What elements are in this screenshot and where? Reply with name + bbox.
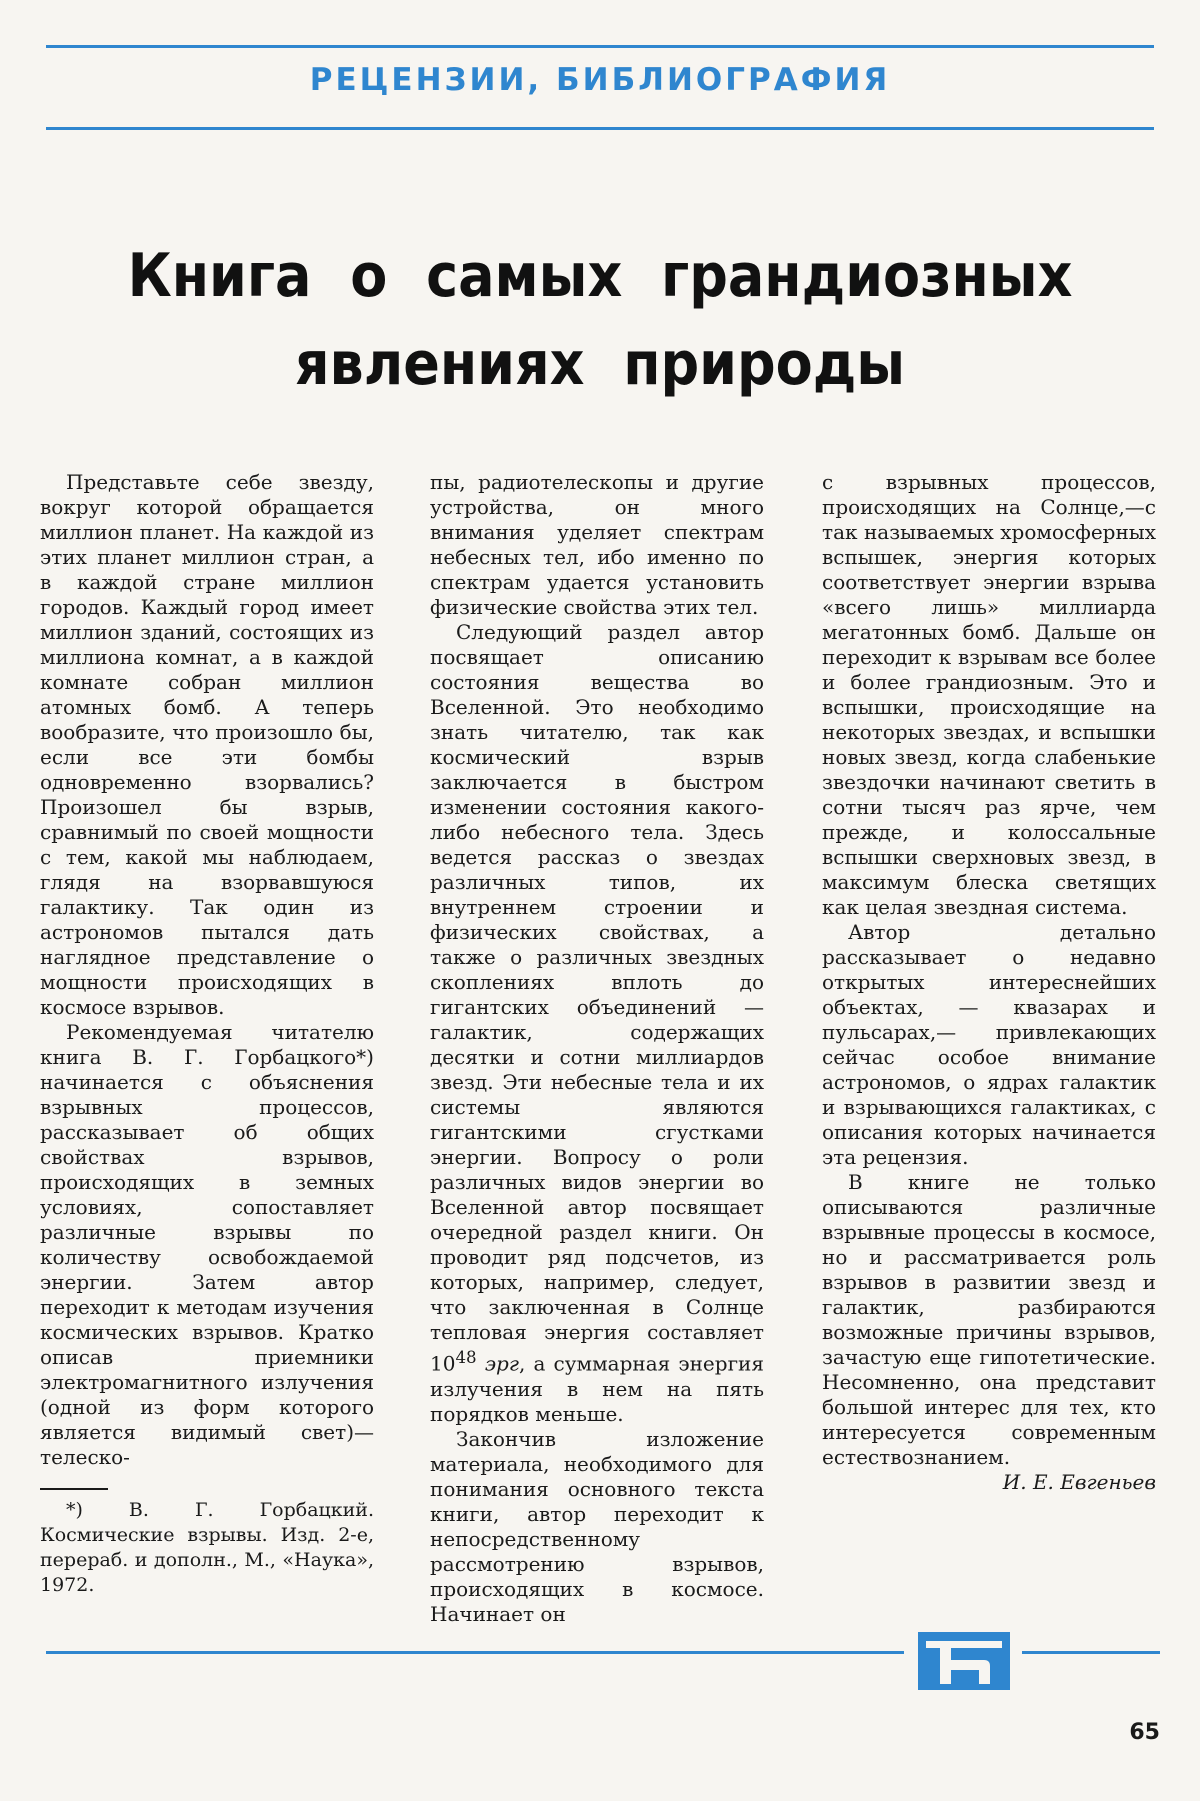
text-column-1 — [40, 470, 374, 1598]
paragraph: Представьте себе звезду, вокруг которой обращается миллион планет. На каждой из этих планет миллион стран, а в каждой стране миллион городов. Каждый город имеет миллион зданий, состоящих из миллиона комнат, а в каждой комнате собран миллион атомных бомб. А теперь вообразите, что произошло бы, если все эти бомбы одновременно взорвались? Произошел бы взрыв, сравнимый по своей мощности с тем, какой мы наблюдаем, глядя на взорвавшуюся галактику. Так один из астрономов пытался дать наглядное представление о мощности происходящих в космосе взрывов. — [40, 470, 374, 1019]
energy-unit: эрг — [484, 1351, 519, 1376]
footer-rule-right — [1022, 1651, 1160, 1654]
paragraph: пы, радиотелескопы и другие устройства, он много внимания уделяет спектрам небесных тел, ибо именно по спектрам удается установить физические свойства этих тел. — [430, 470, 764, 619]
article-title-line2: явлениях природы — [294, 329, 906, 399]
article-title-line1: Книга о самых грандиозных — [127, 241, 1073, 311]
paragraph: Рекомендуемая читателю книга В. Г. Горбацкого*) начинается с объяснения взрывных процессов, рассказывает об общих свойствах взрывов, происходящих в земных условиях, сопоставляет различные взрывы по количеству освобождаемой энергии. Затем автор переходит к методам изучения космических взрывов. Кратко описав приемники электромагнитного излучения (одной из форм которого является видимый свет)—телеско- — [40, 1020, 374, 1469]
paragraph: Автор детально рассказывает о недавно открытых интереснейших объектах, — квазарах и пульсарах,— привлекающих сейчас особое внимание астрономов, о ядрах галактик и взрывающихся галактиках, с описания которых начинается эта рецензия. — [822, 920, 1156, 1169]
paragraph-text: , а суммарная энергия излучения в нем на пять порядков меньше. — [430, 1351, 764, 1426]
header-bottom-rule — [46, 127, 1154, 130]
paragraph: В книге не только описываются различные взрывные процессы в космосе, но и рассматривается роль взрывов в развитии звезд и галактик, разбираются возможные причины взрывов, зачастую еще гипотетические. Несомненно, она представит большой интерес для тех, кто интересуется современным естествознанием. — [822, 1170, 1156, 1469]
review-author: И. Е. Евгеньев — [1002, 1470, 1156, 1494]
paragraph: с взрывных процессов, происходящих на Солнце,—с так называемых хромосферных вспышек, энергия которых соответствует энергии взрыва «всего лишь» миллиарда мегатонных бомб. Дальше он переходит к взрывам все более и более грандиозным. Это и вспышки, происходящие на некоторых звездах, и вспышки новых звезд, когда слабенькие звездочки начинают светить в сотни тысяч раз ярче, чем прежде, и колоссальные вспышки сверхновых звезд, в максимум блеска светящих как целая звездная система. — [822, 470, 1156, 919]
page-number: 65 — [1129, 1720, 1160, 1745]
energy-exponent: 48 — [455, 1348, 477, 1367]
paragraph-text: Следующий раздел автор посвящает описанию состояния вещества во Вселенной. Это необходимо знать читателю, так как космический взрыв заключается в быстром изменении состояния какого-либо небесного тела. Здесь ведется рассказ о звездах различных типов, их внутреннем строении и физических свойствах, а также о различных звездных скоплениях вплоть до гигантских объединений — галактик, содержащих десятки и сотни миллиардов звезд. Эти небесные тела и их системы являются гигантскими сгустками энергии. Вопросу о роли различных видов энергии во Вселенной автор посвящает очередной раздел книги. Он проводит ряд подсчетов, из которых, например, следует, что заключенная в Солнце тепловая энергия составляет — [430, 620, 764, 1344]
article-title — [100, 232, 1100, 408]
energy-value: 10 — [430, 1351, 456, 1376]
journal-emblem-icon — [918, 1632, 1010, 1690]
footnote-divider — [40, 1488, 108, 1490]
footer-rule-left — [46, 1651, 904, 1654]
section-heading: РЕЦЕНЗИИ, БИБЛИОГРАФИЯ — [309, 62, 891, 98]
paragraph — [430, 620, 764, 1427]
text-column-3 — [822, 470, 1156, 1495]
footnote: *) В. Г. Горбацкий. Космические взрывы. Изд. 2-е, перераб. и дополн., М., «Наука», 1972. — [40, 1499, 374, 1596]
paragraph: Закончив изложение материала, необходимого для понимания основного текста книги, автор переходит к непосредственному рассмотрению взрывов, происходящих в космосе. Начинает он — [430, 1426, 764, 1626]
header-top-rule — [46, 45, 1154, 48]
text-column-2 — [430, 470, 764, 1627]
